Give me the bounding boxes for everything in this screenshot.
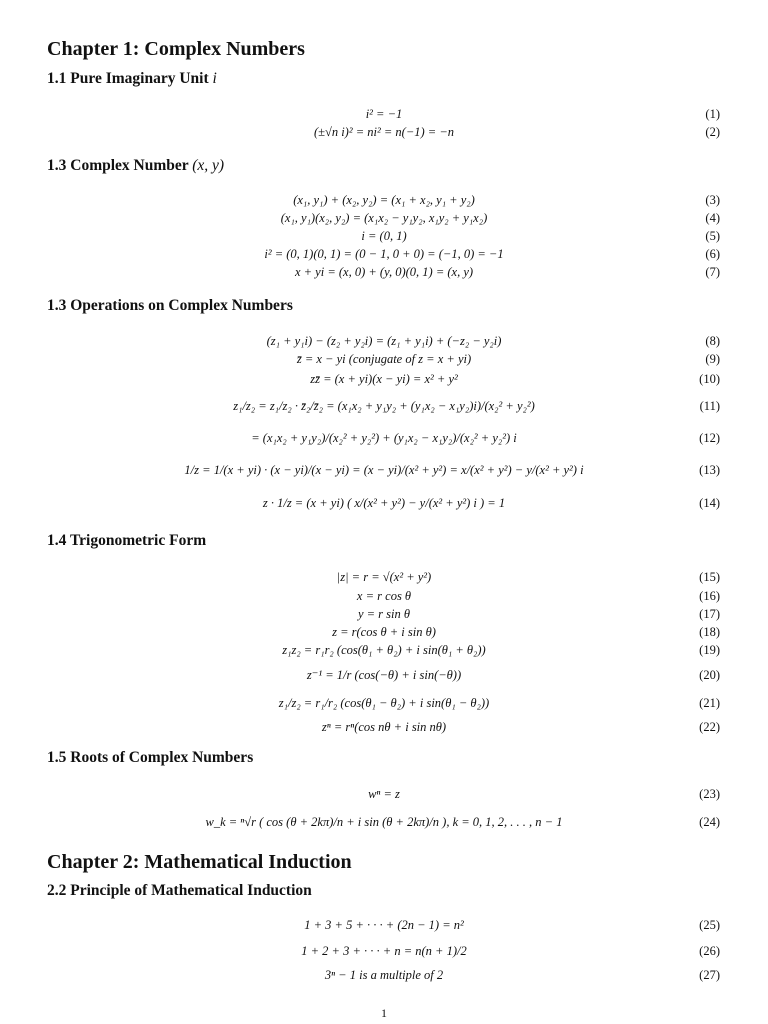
equation-row xyxy=(0,916,768,934)
equation-number: (18) xyxy=(699,624,720,639)
equation-row xyxy=(0,369,768,389)
section-title-text: 1.3 Operations on Complex Numbers xyxy=(47,297,293,314)
equation: z̄ = x − yi (conjugate of z = x + yi) xyxy=(296,351,472,366)
equation-row xyxy=(0,937,768,965)
equation-number: (17) xyxy=(699,606,720,621)
chapter-title: Chapter 1: Complex Numbers xyxy=(47,38,305,60)
section-heading xyxy=(47,157,224,175)
equation-number: (14) xyxy=(699,495,720,510)
equation: 1/z = 1/(x + yi) · (x − yi)/(x − yi) = (x − yi)/(x² + y²) = x/(x² + y²) − y/(x² + y²) i xyxy=(184,462,584,477)
equation-row xyxy=(0,785,768,803)
equation-row xyxy=(0,332,768,350)
section-heading xyxy=(47,297,293,315)
section-heading xyxy=(47,882,312,900)
section-heading xyxy=(47,749,253,767)
equation: (x₁, y₁) + (x₂, y₂) = (x₁ + x₂, y₁ + y₂) xyxy=(293,192,475,207)
equation-number: (19) xyxy=(699,642,720,657)
equation-row xyxy=(0,605,768,623)
equation-number: (8) xyxy=(705,333,720,348)
section-title-var: i xyxy=(212,70,217,87)
equation-row xyxy=(0,350,768,368)
equation: 1 + 3 + 5 + · · · + (2n − 1) = n² xyxy=(304,917,464,932)
equation: i² = (0, 1)(0, 1) = (0 − 1, 0 + 0) = (−1, 0) = −1 xyxy=(264,246,504,261)
equation-row xyxy=(0,567,768,587)
section-title-text: 2.2 Principle of Mathematical Induction xyxy=(47,882,312,899)
equation-row xyxy=(0,104,768,124)
equation: zⁿ = rⁿ(cos nθ + i sin nθ) xyxy=(321,719,447,734)
chapter-title: Chapter 2: Mathematical Induction xyxy=(47,851,352,873)
equation-number: (24) xyxy=(699,814,720,829)
equation: (x₁, y₁)(x₂, y₂) = (x₁x₂ − y₁y₂, x₁y₂ + y₁x₂) xyxy=(280,210,488,225)
equation: z⁻¹ = 1/r (cos(−θ) + i sin(−θ)) xyxy=(306,668,462,682)
equation-number: (7) xyxy=(705,264,720,279)
equation-row xyxy=(0,209,768,227)
equation-row xyxy=(0,456,768,484)
equation: w_k = ⁿ√r ( cos (θ + 2kπ)/n + i sin (θ + 2kπ)/n ), k = 0, 1, 2, . . . , n − 1 xyxy=(205,814,563,829)
equation: z · 1/z = (x + yi) ( x/(x² + y²) − y/(x² + y²) i ) = 1 xyxy=(262,495,506,510)
equation: z = r(cos θ + i sin θ) xyxy=(332,624,436,639)
equation: z₁/z₂ = z₁/z₂ · z̄₂/z̄₂ = (x₁x₂ + y₁y₂ + (y₁x₂ − x₁y₂)i)/(x₂² + y₂²) xyxy=(233,398,535,413)
equation-number: (20) xyxy=(699,667,720,682)
section-title-text: 1.1 Pure Imaginary Unit xyxy=(47,70,213,87)
section-heading xyxy=(47,70,217,88)
equation-row xyxy=(0,808,768,836)
equation-number: (13) xyxy=(699,462,720,477)
equation-row xyxy=(0,122,768,142)
section-title-text: 1.3 Complex Number xyxy=(47,157,193,174)
equation: x = r cos θ xyxy=(356,588,412,603)
equation: (z₁ + y₁i) − (z₂ + y₂i) = (z₁ + y₁i) + (−z₂ − y₂i) xyxy=(266,333,502,348)
equation-number: (26) xyxy=(699,943,720,958)
equation-row xyxy=(0,690,768,716)
equation-row xyxy=(0,587,768,605)
equation: y = r sin θ xyxy=(357,606,411,621)
equation-number: (22) xyxy=(699,719,720,734)
equation: z₁/z₂ = r₁/r₂ (cos(θ₁ − θ₂) + i sin(θ₁ − θ₂)) xyxy=(278,695,490,710)
section-heading xyxy=(47,532,206,550)
section-title-var: (x, y) xyxy=(192,157,225,174)
equation: 1 + 2 + 3 + · · · + n = n(n + 1)/2 xyxy=(301,943,467,958)
equation-number: (10) xyxy=(699,371,720,386)
equation: i = (0, 1) xyxy=(361,228,407,243)
equation-number: (16) xyxy=(699,588,720,603)
equation: (±√n i)² = ni² = n(−1) = −n xyxy=(313,124,455,139)
equation-row xyxy=(0,641,768,659)
equation-number: (21) xyxy=(699,695,720,710)
page-number: 1 xyxy=(381,1006,387,1020)
equation-row xyxy=(0,717,768,737)
equation: 3ⁿ − 1 is a multiple of 2 xyxy=(324,967,444,982)
section-title-text: 1.5 Roots of Complex Numbers xyxy=(47,749,254,766)
equation-row xyxy=(0,489,768,517)
equation: zz̄ = (x + yi)(x − yi) = x² + y² xyxy=(310,371,458,386)
equation-number: (12) xyxy=(699,430,720,445)
equation-number: (9) xyxy=(705,351,720,366)
equation-number: (2) xyxy=(705,124,720,139)
equation-number: (15) xyxy=(699,569,720,584)
equation-number: (6) xyxy=(705,246,720,261)
equation-row xyxy=(0,263,768,281)
equation-number: (4) xyxy=(705,210,720,225)
equation-number: (27) xyxy=(699,967,720,982)
equation-row xyxy=(0,392,768,420)
equation-row xyxy=(0,623,768,641)
equation-number: (11) xyxy=(699,398,720,413)
equation-row xyxy=(0,227,768,245)
section-title-text: 1.4 Trigonometric Form xyxy=(47,532,207,549)
equation: i² = −1 xyxy=(365,106,403,121)
equation: = (x₁x₂ + y₁y₂)/(x₂² + y₂²) + (y₁x₂ − x₁y₂)/(x₂² + y₂²) i xyxy=(251,430,517,445)
equation-number: (1) xyxy=(705,106,720,121)
equation-number: (3) xyxy=(705,192,720,207)
equation-row xyxy=(0,966,768,984)
equation-number: (25) xyxy=(699,917,720,932)
equation: x + yi = (x, 0) + (y, 0)(0, 1) = (x, y) xyxy=(294,264,474,279)
equation-row xyxy=(0,662,768,688)
equation: wⁿ = z xyxy=(368,786,400,801)
equation-number: (23) xyxy=(699,786,720,801)
equation: |z| = r = √(x² + y²) xyxy=(336,569,432,584)
equation-row xyxy=(0,424,768,452)
equation-row xyxy=(0,245,768,263)
equation-row xyxy=(0,191,768,209)
equation-number: (5) xyxy=(705,228,720,243)
equation: z₁z₂ = r₁r₂ (cos(θ₁ + θ₂) + i sin(θ₁ + θ₂)) xyxy=(282,642,486,657)
